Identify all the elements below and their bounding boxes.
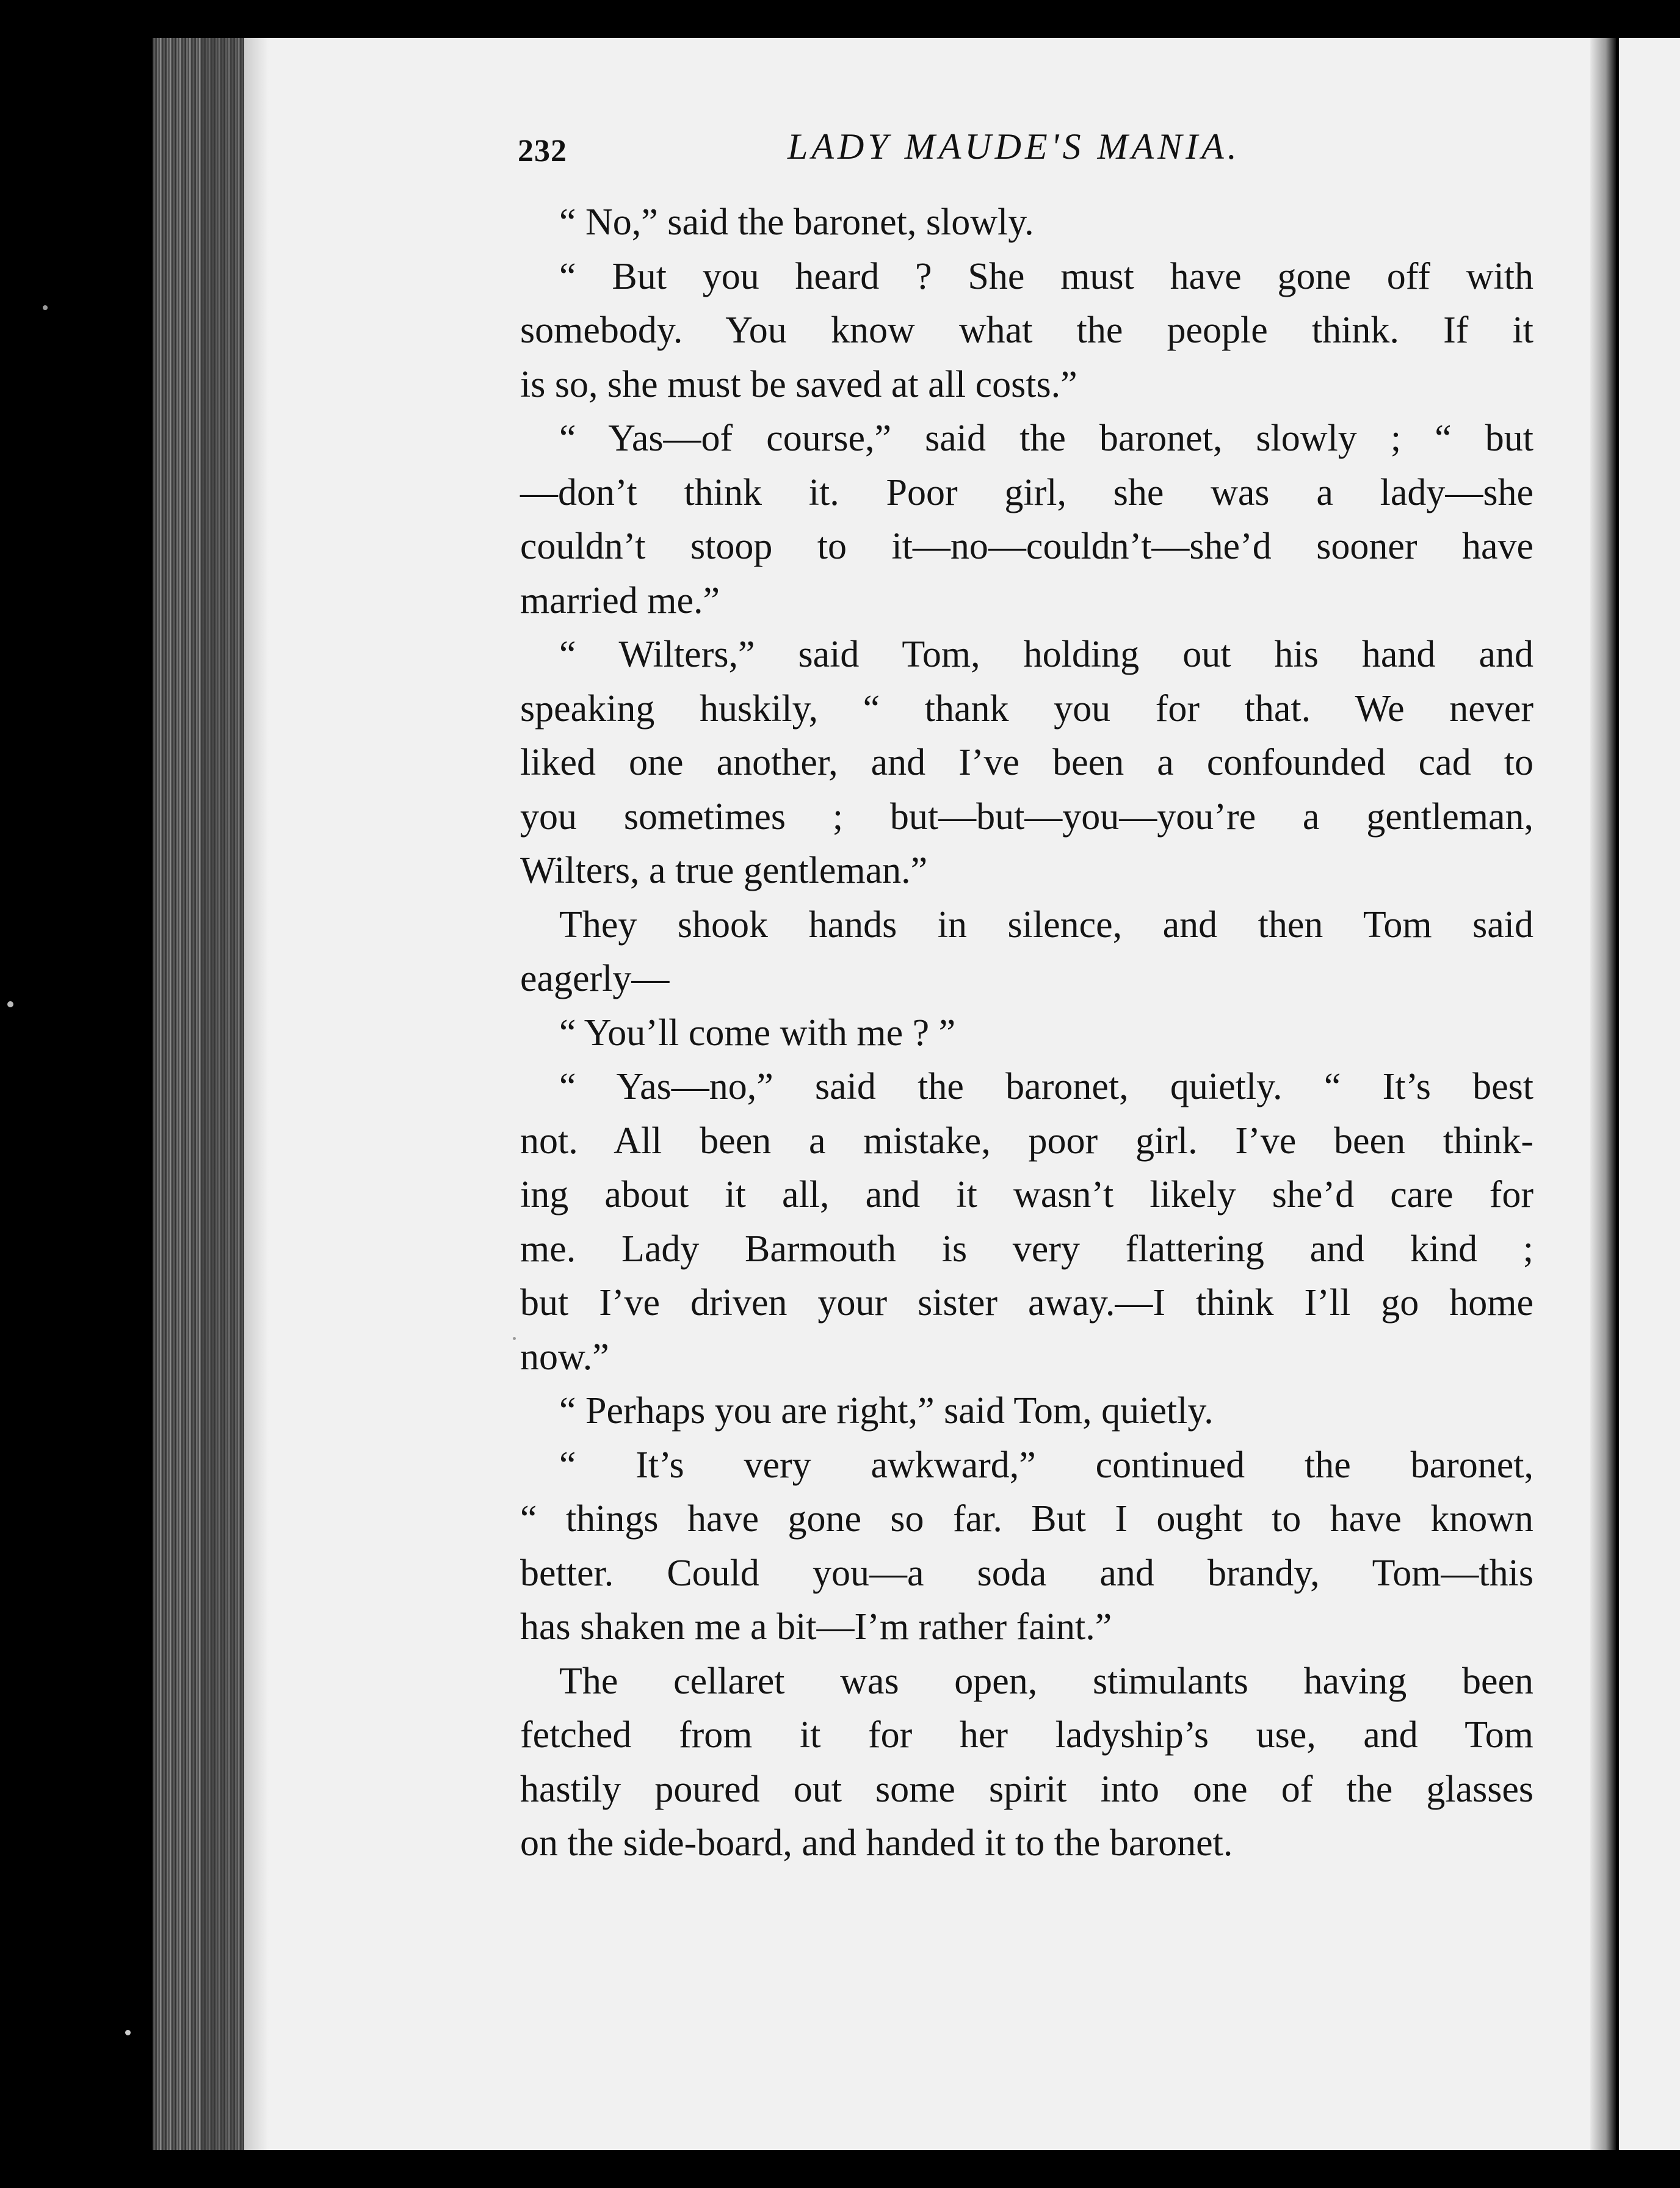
text-line: on the side-board, and handed it to the baronet. [520, 1822, 1233, 1864]
text-line: “ You’ll come with me ? ” [559, 1012, 956, 1054]
text-line: They shook hands in silence, and then Tom said [559, 904, 1533, 946]
scan-speck [43, 305, 48, 310]
text-line: couldn’t stoop to it—no—couldn’t—she’d sooner have [520, 526, 1533, 567]
text-line: better. Could you—a soda and brandy, Tom—this [520, 1552, 1533, 1594]
edge-shadow [201, 38, 269, 2150]
text-line: ing about it all, and it wasn’t likely she’d care for [520, 1174, 1533, 1215]
text-line: —don’t think it. Poor girl, she was a lady—she [520, 471, 1533, 513]
text-line: “ Yas—no,” said the baronet, quietly. “ It’s best [559, 1066, 1533, 1107]
text-line: speaking huskily, “ thank you for that. We never [520, 687, 1533, 730]
facing-page-edge [1619, 38, 1680, 2150]
text-line: has shaken me a bit—I’m rather faint.” [520, 1606, 1112, 1648]
text-line: “ Wilters,” said Tom, holding out his hand and [559, 634, 1533, 675]
text-line: but I’ve driven your sister away.—I think I’ll go home [520, 1282, 1533, 1324]
text-line: eagerly— [520, 958, 670, 999]
text-line: now.” [520, 1336, 609, 1378]
text-line: somebody. You know what the people think. If it [520, 310, 1533, 351]
book-gutter [1590, 38, 1616, 2150]
text-line: me. Lady Barmouth is very flattering and kind ; [520, 1228, 1533, 1270]
text-line: “ No,” said the baronet, slowly. [559, 201, 1034, 243]
scan-speck [513, 1337, 516, 1340]
text-line: Wilters, a true gentleman.” [520, 850, 928, 891]
text-line: “ It’s very awkward,” continued the baronet, [559, 1444, 1533, 1486]
text-line: is so, she must be saved at all costs.” [520, 363, 1077, 405]
page-number: 232 [518, 134, 567, 168]
scan-speck [125, 2030, 131, 2035]
scan-speck [7, 1001, 13, 1007]
text-line: The cellaret was open, stimulants having been [559, 1660, 1533, 1702]
text-line: “ But you heard ? She must have gone off with [559, 255, 1533, 297]
body-text [520, 195, 1533, 1871]
text-line: liked one another, and I’ve been a confounded cad to [520, 742, 1533, 783]
text-line: “ Perhaps you are right,” said Tom, quietly. [559, 1390, 1214, 1432]
text-line: married me.” [520, 579, 720, 621]
text-line: fetched from it for her ladyship’s use, and Tom [520, 1714, 1533, 1756]
text-line: not. All been a mistake, poor girl. I’ve been think- [520, 1120, 1533, 1162]
text-line: you sometimes ; but—but—you—you’re a gentleman, [520, 795, 1533, 838]
text-line: hastily poured out some spirit into one of the glasses [520, 1768, 1533, 1810]
running-title: LADY MAUDE'S MANIA. [788, 126, 1240, 167]
text-line: “ Yas—of course,” said the baronet, slowly ; “ but [559, 418, 1533, 459]
text-line: “ things have gone so far. But I ought to have known [520, 1498, 1533, 1540]
